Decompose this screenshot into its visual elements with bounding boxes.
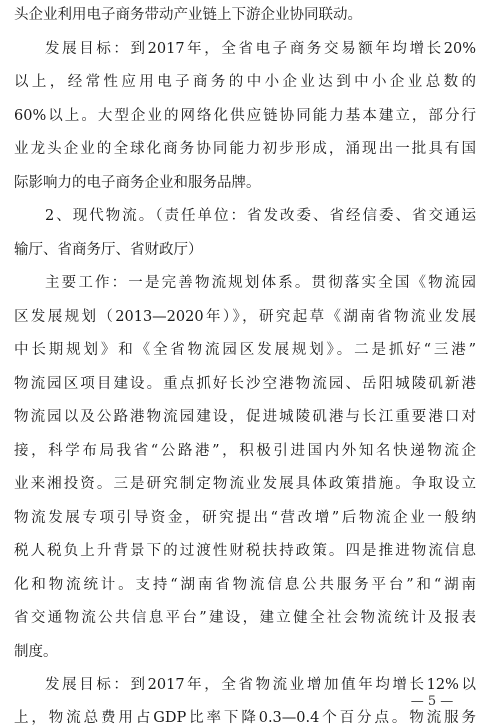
text-line: 发展目标：到2017年，全省物流业增加值年均增长12%以 [45, 677, 476, 693]
text-line: 化和物流统计。支持“湖南省物流信息公共服务平台”和“湖南 [14, 577, 476, 593]
text-line: 税人税负上升背景下的过渡性财税扶持政策。四是推进物流信息 [14, 543, 476, 559]
text-line: 主要工作：一是完善物流规划体系。贯彻落实全国《物流园 [45, 275, 476, 291]
text-line: 业龙头企业的全球化商务协同能力初步形成，涌现出一批具有国 [14, 141, 476, 157]
text-line: 以上，经常性应用电子商务的中小企业达到中小企业总数的 [14, 74, 476, 90]
text-line: 制度。 [14, 644, 58, 660]
text-line: 中长期规划》和《全省物流园区发展规划》。二是抓好“三港” [14, 342, 476, 358]
text-line: 接，科学布局我省“公路港”，积极引进国内外知名快递物流企 [14, 443, 476, 459]
text-line: 区发展规划（2013—2020年）》，研究起草《湖南省物流业发展 [14, 309, 476, 325]
text-line: 60%以上。大型企业的网络化供应链协同能力基本建立，部分行 [14, 108, 476, 124]
text-line: 省交通物流公共信息平台”建设，建立健全社会物流统计及报表 [14, 610, 476, 626]
text-line: 际影响力的电子商务企业和服务品牌。 [14, 175, 261, 191]
page-number: — 5 — [410, 694, 454, 709]
text-line: 头企业利用电子商务带动产业链上下游企业协同联动。 [14, 7, 362, 23]
text-line: 2、现代物流。（责任单位：省发改委、省经信委、省交通运 [45, 208, 476, 224]
text-line: 业来湘投资。三是研究制定物流业发展具体政策措施。争取设立 [14, 476, 476, 492]
text-line: 上，物流总费用占GDP比率下降0.3—0.4个百分点。物流服务 [14, 710, 476, 726]
text-line: 发展目标：到2017年，全省电子商务交易额年均增长20% [45, 41, 476, 57]
text-line: 物流园区项目建设。重点抓好长沙空港物流园、岳阳城陵矶新港 [14, 376, 476, 392]
text-line: 物流园以及公路港物流园建设，促进城陵矶港与长江重要港口对 [14, 409, 476, 425]
text-line: 输厅、省商务厅、省财政厅） [14, 242, 203, 258]
text-line: 物流发展专项引导资金，研究提出“营改增”后物流企业一般纳 [14, 510, 476, 526]
